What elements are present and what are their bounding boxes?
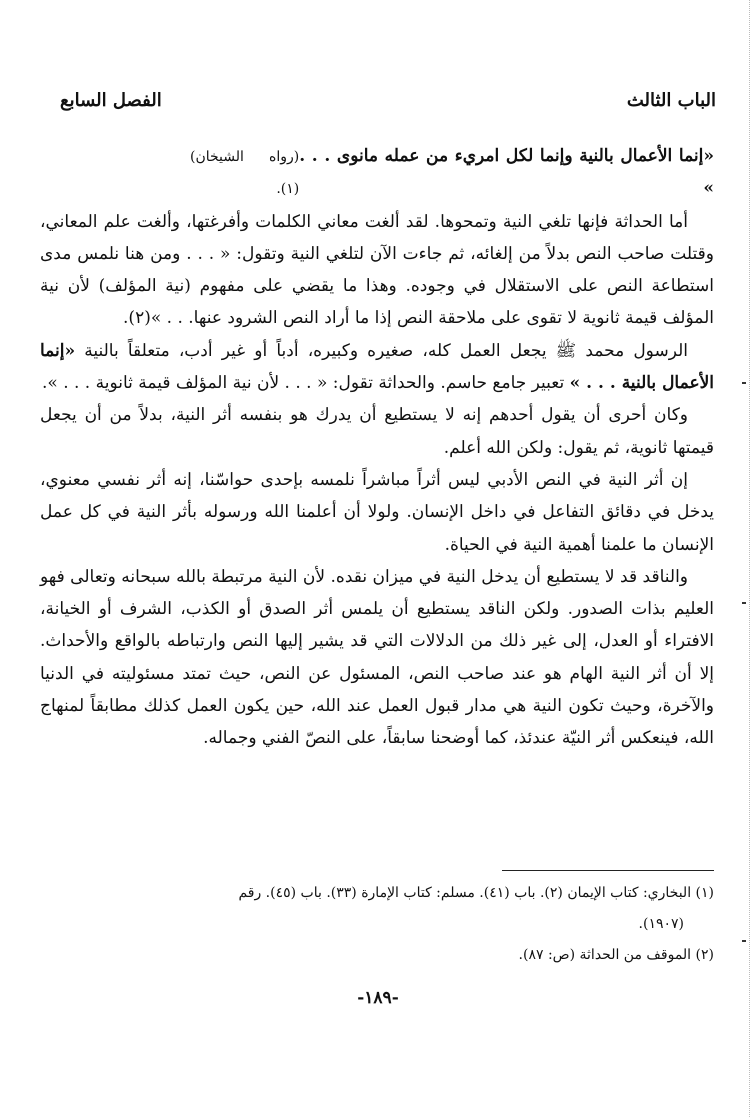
footnote-2 [40, 940, 714, 971]
text-line: والناقد قد لا يستطيع أن يدخل النية في ميزان نقده. لأن النية مرتبطة بالله سبحانه [121, 566, 689, 587]
main-text [40, 140, 714, 755]
footnote-line: (١) البخاري: كتاب الإيمان (٢). باب (٤١). مسلم: كتاب الإمارة (٣٣). باب (٤٥). رقم [238, 885, 714, 901]
text-line: وارتباطه بالواقع والأحداث. إلا أن أثر النية الهام هو عند صاحب النص، المسئول عن [40, 631, 715, 684]
text-line: الرسول محمد ﷺ يجعل العمل كله، صغيره وكبيره، أدباً أو غير أدب، متعلقاً بالنية [84, 340, 688, 361]
page-number: -١٨٩- [357, 988, 399, 1008]
text-line: النص، حيث تمتد مسئوليته في الدنيا والآخرة، وحيث تكون النية هي مدار قبول العمل [40, 663, 714, 717]
text-line: يجعل قيمتها ثانوية، ثم يقول: ولكن الله أعلم. [40, 405, 714, 458]
footnote-1-continuation [40, 909, 714, 940]
scan-mark [742, 940, 746, 942]
footnotes [40, 878, 714, 971]
text-line: أما الحداثة فإنها تلغي النية وتمحوها. لقد ألغت معاني الكلمات وأفرغتها، وألغت علم [103, 211, 689, 232]
text-line: المعاني، وقتلت صاحب النص بدلاً من إلغائه، ثم جاءت الآن لتلغي النية وتقول: « . . . [40, 211, 714, 264]
footnote-1 [40, 878, 714, 909]
footnote-divider [502, 870, 714, 871]
text-line: إن أثر النية في النص الأدبي ليس أثراً مباشراً نلمسه بإحدى حواسّنا، إنه أثر نفسي [97, 469, 689, 490]
header-chapter-title: الفصل السابع [60, 90, 162, 111]
paragraph-4 [40, 464, 714, 561]
quote-source: (رواه الشيخان)(١). [190, 149, 300, 198]
text-line: ومن هنا نلمس مدى استطاعة النص على الاستقلال في وجوده. وهذا ما يقضي على مفهوم [40, 243, 715, 297]
text-line: معنوي، يدخل في دقائق التفاعل في داخل الإنسان. ولولا أن أعلمنا الله ورسوله بأثر النية [40, 469, 714, 523]
scan-mark [742, 602, 746, 604]
text-line: أوضحنا سابقاً، على النصّ الفني وجماله. [203, 728, 480, 749]
text-line: تعبير جامع حاسم. والحداثة تقول: « . . . لأن نية المؤلف قيمة [138, 373, 570, 394]
text-line: عند الله، حين يكون العمل كذلك مطابقاً لمنهاج الله، فينعكس أثر النيّة عندئذ، كما [40, 696, 714, 749]
scan-mark [742, 382, 746, 384]
text-line: الشرف أو الخيانة، الافتراء أو العدل، إلى غير ذلك من الدلالات التي قد يشير إليها النص [40, 599, 714, 652]
paragraph-3 [40, 399, 714, 464]
running-header [60, 90, 716, 111]
footnote-line: (٢) الموقف من الحداثة (ص: ٨٧). [518, 947, 714, 963]
paragraph-5 [40, 561, 714, 755]
text-line: وكان أحرى أن يقول أحدهم إنه لا يستطيع أن يدرك هو بنفسه أثر النية، بدلاً من أن [84, 405, 689, 426]
text-line: في كل عمل الإنسان ما علمنا أهمية النية في الحياة. [40, 502, 714, 555]
quote-text: «إنما الأعمال بالنية وإنما لكل امريء من عمله مانوى . . . » [299, 146, 714, 199]
text-line: وتعالى فهو العليم بذات الصدور. ولكن الناقد يستطيع أن يلمس أثر الصدق أو الكذب، [40, 566, 714, 620]
scan-edge-dots [748, 0, 750, 1117]
footnote-line: (١٩٠٧). [638, 916, 684, 932]
paragraph-2 [40, 335, 714, 400]
text-line: الشرود عنها. . . »(٢). [123, 308, 278, 329]
hadith-inline-quote: «إنما الأعمال بالنية . . . » [40, 340, 714, 394]
header-part-title: الباب الثالث [626, 90, 716, 111]
text-line: (نية المؤلف) لأن نية المؤلف قيمة ثانوية لا تقوى على ملاحقة النص إذا ما أراد النص [40, 276, 714, 329]
hadith-quote [40, 140, 714, 206]
paragraph-1 [40, 206, 714, 335]
text-line: ثانوية . . . ». [41, 373, 133, 394]
